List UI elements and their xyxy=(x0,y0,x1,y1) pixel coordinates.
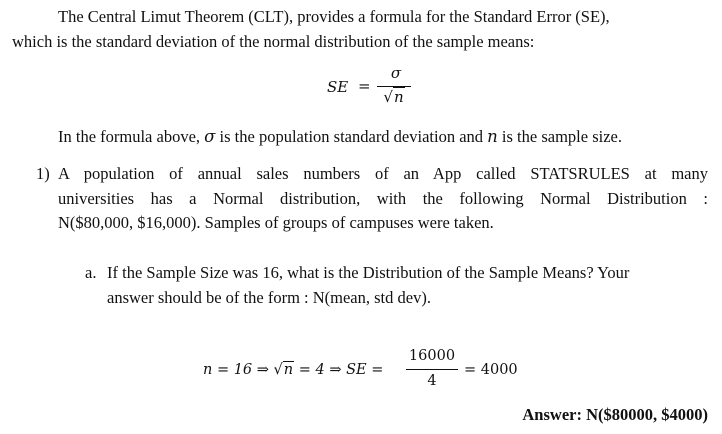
radicand-n: n xyxy=(393,88,404,106)
answer-text: Answer: N($80000, $4000) xyxy=(522,405,708,424)
sigma-symbol: σ xyxy=(204,127,216,146)
problem-number: 1) xyxy=(36,164,50,183)
calc-sqrt-symbol: √ xyxy=(273,362,283,378)
calc-denominator: 4 xyxy=(427,373,437,389)
subquestion-line-2: answer should be of the form : N(mean, std dev). xyxy=(107,288,431,307)
formula-explanation: In the formula above, σ is the population standard deviation and n is the sample size. xyxy=(58,127,622,146)
sqrt-symbol: √ xyxy=(383,88,393,106)
subquestion-letter: a. xyxy=(85,263,97,282)
problem-line-2: universities has a Normal distribution, with the following Normal Distribution : xyxy=(58,189,708,208)
subquestion-line-1: If the Sample Size was 16, what is the Distribution of the Sample Means? Your xyxy=(107,263,630,282)
se-symbol: SE xyxy=(327,78,349,96)
intro-line-1: The Central Limut Theorem (CLT), provides a formula for the Standard Error (SE), xyxy=(58,7,610,26)
calc-fraction-bar xyxy=(406,369,458,370)
equals-sign: = xyxy=(358,77,371,95)
intro-line-2: which is the standard deviation of the normal distribution of the sample means: xyxy=(12,32,535,51)
formula-numerator-sigma: σ xyxy=(390,64,402,82)
calc-numerator: 16000 xyxy=(408,348,456,364)
calc-expression: n = 16 ⇒ √n = 4 ⇒ SE = xyxy=(203,362,384,378)
problem-line-3: N($80,000, $16,000). Samples of groups of campuses were taken. xyxy=(58,213,494,232)
calc-result: = 4000 xyxy=(464,362,518,378)
problem-line-1: A population of annual sales numbers of an App called STATSRULES at many xyxy=(58,164,708,183)
formula-denominator xyxy=(377,88,411,106)
calculation-formula xyxy=(203,348,523,392)
n-symbol: n xyxy=(487,127,498,146)
